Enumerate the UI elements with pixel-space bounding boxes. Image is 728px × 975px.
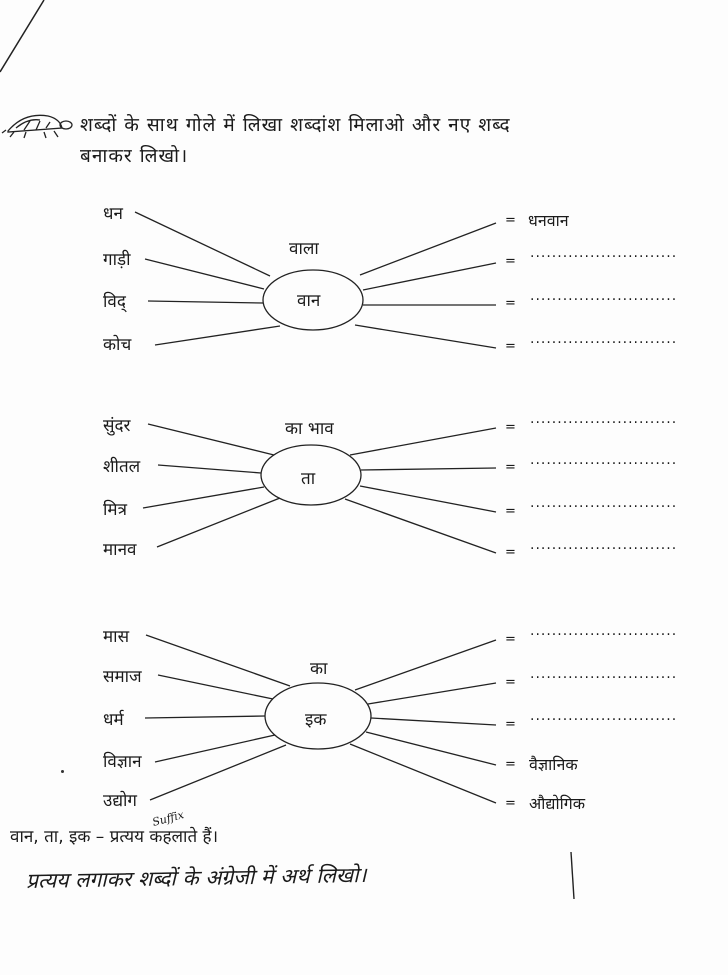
answer-blank[interactable]: ........................... [530,452,678,468]
answer-blank[interactable]: ........................... [530,288,678,304]
equals-sign: = [505,717,516,732]
equals-sign: = [505,757,516,772]
word-item: समाज [103,667,142,687]
answer-item: औद्योगिक [529,794,586,813]
answer-item: वैज्ञानिक [529,755,578,774]
word-item: सुंदर [103,416,131,436]
word-item: धन [103,204,123,224]
equals-sign: = [505,675,516,690]
group-3-center: इक [305,710,327,730]
answer-blank[interactable]: ........................... [530,411,678,427]
answer-blank[interactable]: ........................... [530,708,678,724]
word-item: कोच [103,335,132,355]
equals-sign: = [505,339,516,354]
suffix-note: वान, ता, इक – प्रत्यय कहलाते हैं। [10,827,219,847]
group-1-diagram [135,212,496,348]
group-2-label: का भाव [285,419,334,439]
word-item: मास [103,627,130,647]
equals-sign: = [505,504,516,519]
equals-sign: = [505,632,516,647]
instruction-line-1: शब्दों के साथ गोले में लिखा शब्दांश मिलाओ और नए शब्द [80,114,511,136]
group-2-diagram [143,424,496,553]
word-item: विज्ञान [103,752,142,772]
answer-blank[interactable]: ........................... [530,331,678,347]
stray-dot [61,770,64,773]
group-3-label: का [310,659,328,679]
answer-blank[interactable]: ........................... [530,495,678,511]
answer-item: धनवान [528,211,569,230]
group-1-label: वाला [289,239,319,259]
word-item: धर्म [103,710,124,730]
answer-blank[interactable]: ........................... [530,245,678,261]
answer-blank[interactable]: ........................... [530,623,678,639]
turtle-icon [2,115,72,138]
equals-sign: = [505,213,516,228]
word-item: मानव [103,540,137,560]
word-item: गाड़ी [103,250,131,270]
equals-sign: = [505,545,516,560]
handwritten-instruction: प्रत्यय लगाकर शब्दों के अंग्रेजी में अर्थ लिखो। [25,863,367,893]
group-1-center: वान [297,291,321,311]
corner-stroke [0,0,44,72]
handwriting-stroke [571,852,574,899]
equals-sign: = [505,254,516,269]
equals-sign: = [505,420,516,435]
word-item: उद्योग [103,791,137,811]
equals-sign: = [505,796,516,811]
group-2-center: ता [301,469,316,489]
equals-sign: = [505,460,516,475]
word-item: शीतल [103,457,141,477]
answer-blank[interactable]: ........................... [530,537,678,553]
suffix-annotation: Suffix [150,808,186,829]
equals-sign: = [505,296,516,311]
word-item: विद् [103,292,126,312]
instruction-line-2: बनाकर लिखो। [80,145,189,167]
word-item: मित्र [103,500,127,520]
answer-blank[interactable]: ........................... [530,666,678,682]
